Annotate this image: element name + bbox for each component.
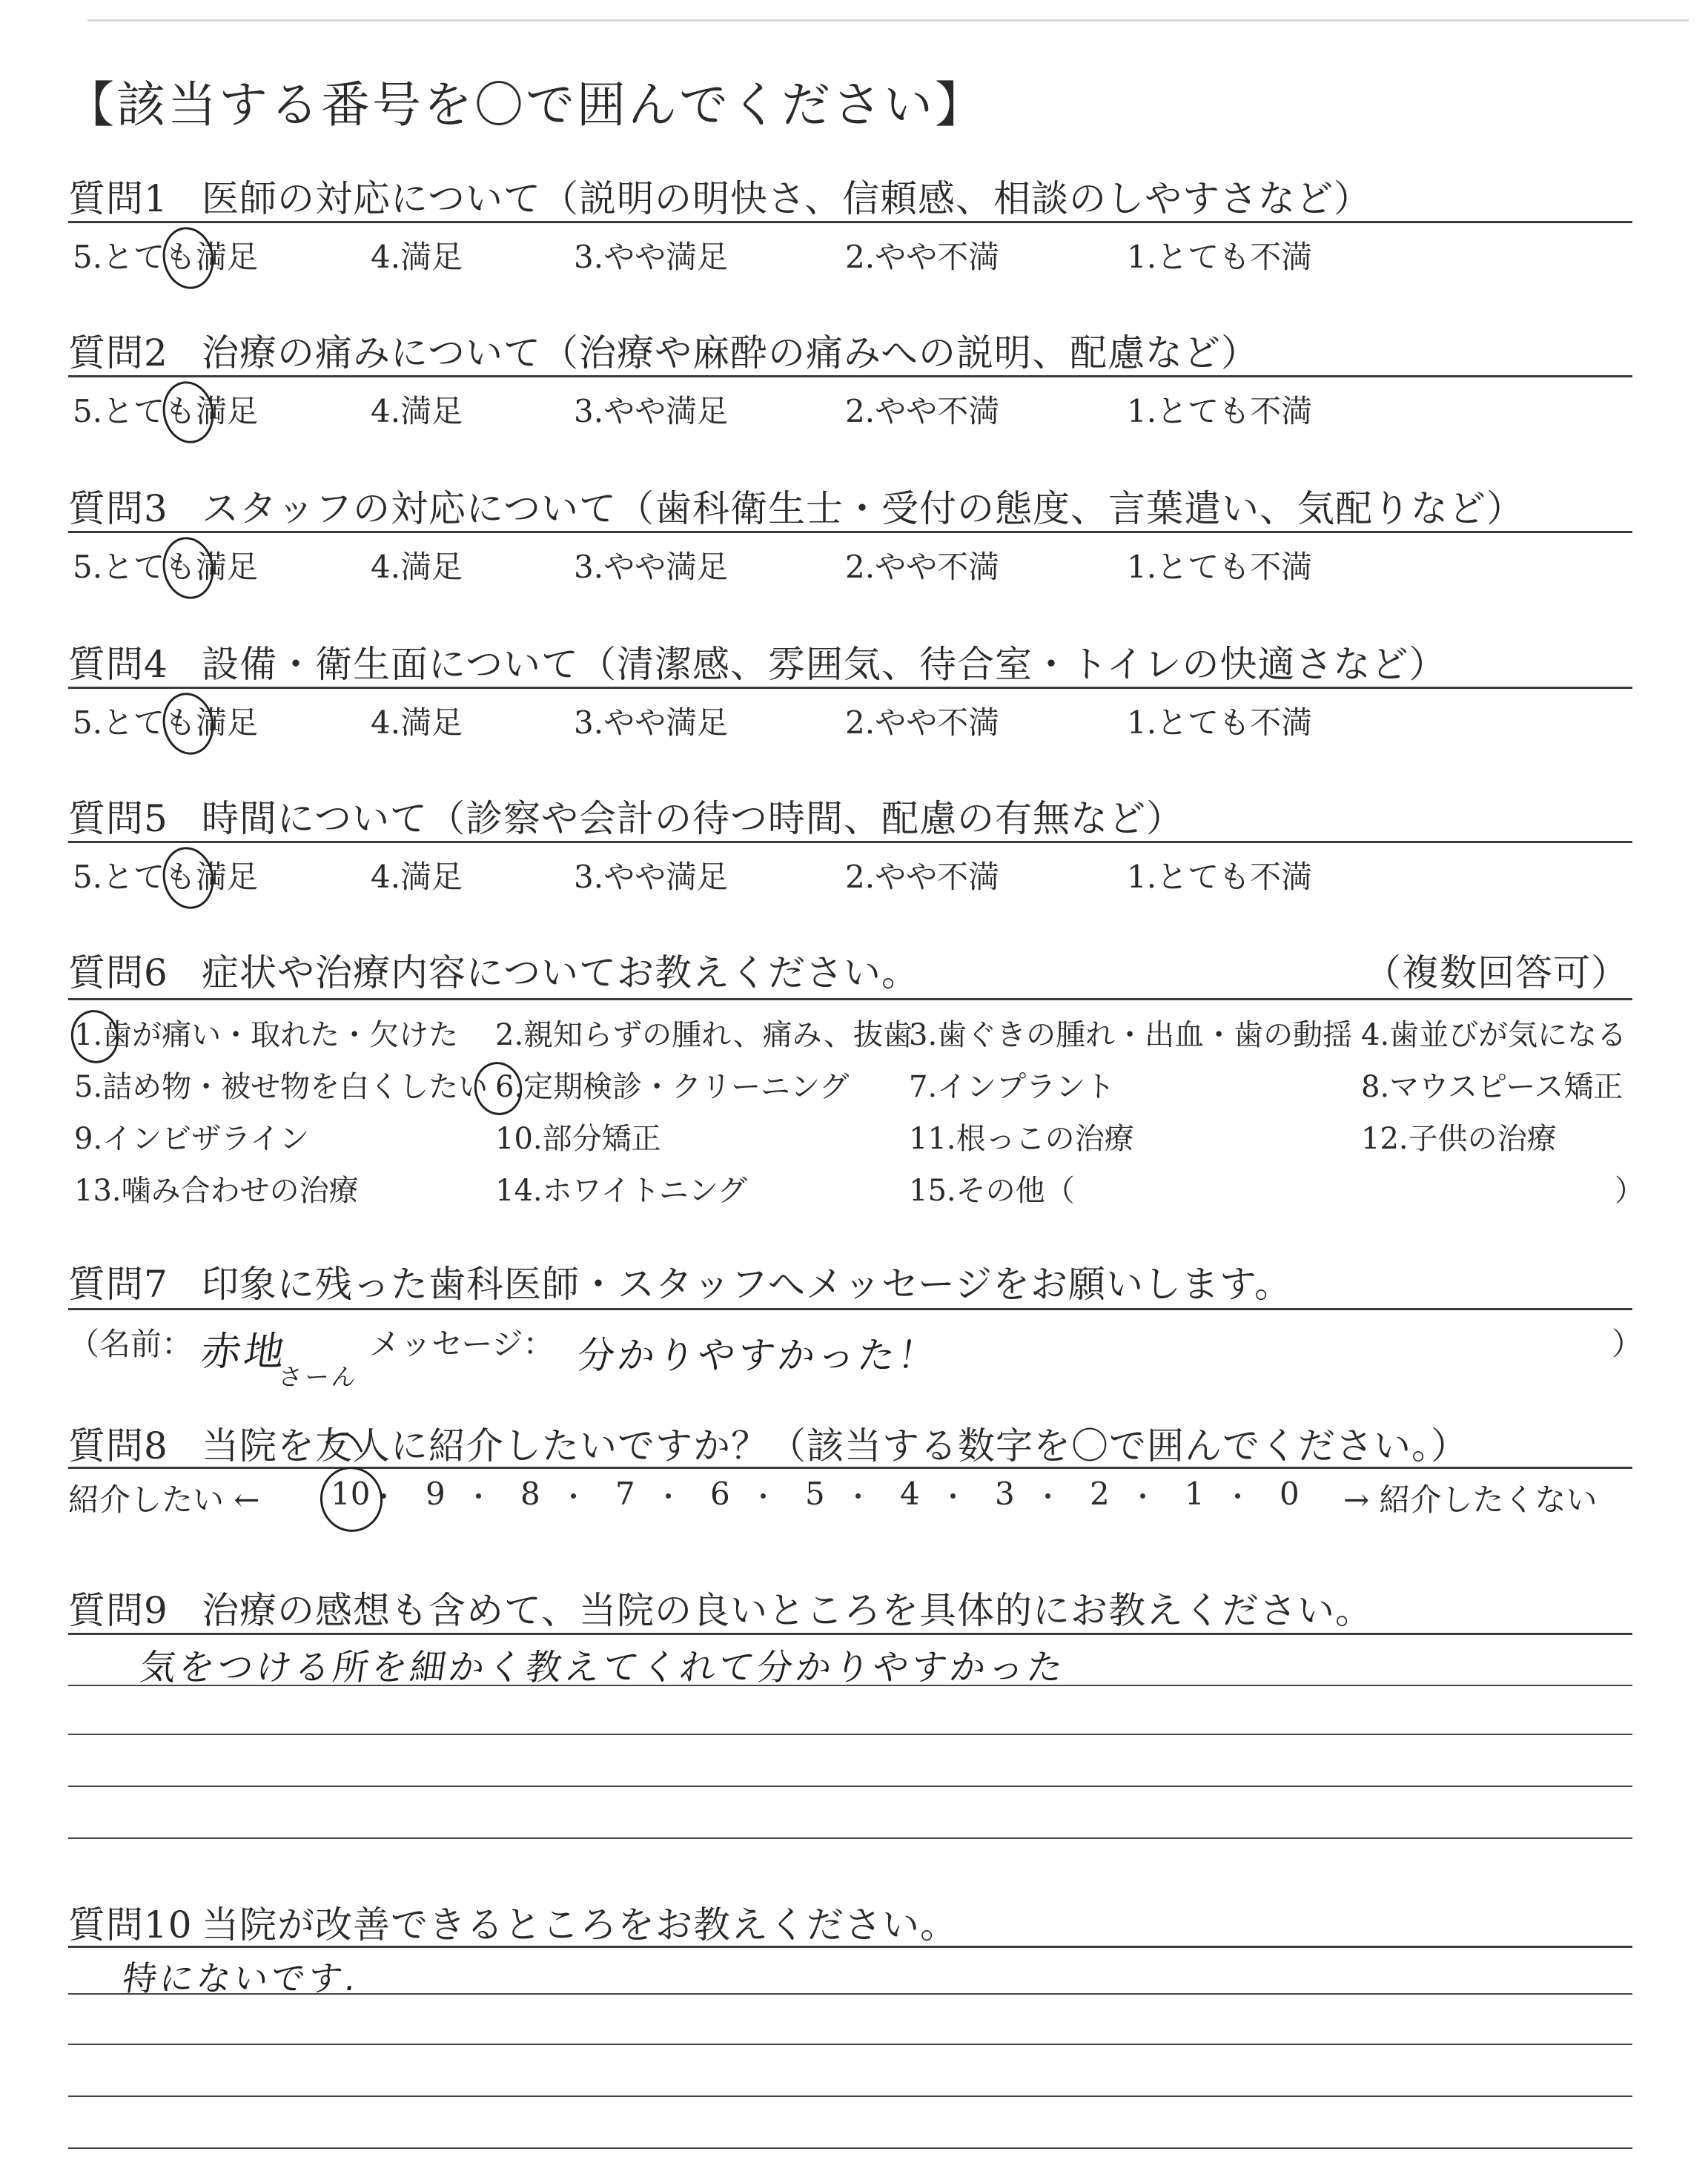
rating-option[interactable]: 1.とても不満 (1127, 549, 1313, 585)
q8-scale-value[interactable]: 0 (1280, 1476, 1300, 1512)
q8-scale-value[interactable]: 7 (615, 1476, 635, 1512)
rating-option[interactable]: 3.やや満足 (574, 239, 729, 275)
q8-right-label: → 紹介したくない (1343, 1482, 1598, 1518)
q8-text: 当院を友人に紹介したいですか？（該当する数字を〇で囲んでください。） (202, 1424, 1469, 1467)
rating-option[interactable]: 3.やや満足 (574, 549, 729, 585)
q7-text: 印象に残った歯科医師・スタッフへメッセージをお願いします。 (202, 1263, 1292, 1306)
rating-option[interactable]: 4.満足 (371, 859, 463, 895)
q8-scale-value[interactable]: 4 (900, 1476, 920, 1512)
rating-option[interactable]: 2.やや不満 (845, 239, 1000, 275)
q6-option[interactable]: 10.部分矯正 (495, 1122, 661, 1156)
rating-option[interactable]: 2.やや不満 (845, 549, 1000, 585)
q6-option[interactable]: 4.歯並びが気になる (1361, 1018, 1627, 1052)
question-text: 医師の対応について（説明の明快さ、信頼感、相談のしやすさなど） (202, 177, 1371, 220)
rating-option[interactable]: 3.やや満足 (574, 859, 729, 895)
q7-name-suffix: さーん (277, 1363, 361, 1391)
question-number: 質問2 (68, 331, 168, 374)
q6-text: 症状や治療内容についてお教えください。 (202, 951, 919, 994)
q6-option[interactable]: 1.歯が痛い・取れた・欠けた (74, 1018, 459, 1052)
rating-option[interactable]: 3.やや満足 (574, 704, 729, 741)
q8-scale-value[interactable]: 2 (1090, 1476, 1110, 1512)
q8-scale-value[interactable]: 9 (426, 1476, 446, 1512)
page-heading: 【該当する番号を〇で囲んでください】 (65, 76, 986, 133)
rating-option[interactable]: 1.とても不満 (1127, 859, 1313, 895)
q8-scale-value[interactable]: 1 (1185, 1476, 1205, 1512)
q6-option[interactable]: 15.その他（ (909, 1174, 1075, 1208)
q8-scale-value[interactable]: 8 (520, 1476, 540, 1512)
rating-option[interactable]: 1.とても不満 (1127, 704, 1313, 741)
q6-option[interactable]: 13.噛み合わせの治療 (74, 1174, 359, 1208)
question-text: スタッフの対応について（歯科衛生士・受付の態度、言葉遣い、気配りなど） (202, 487, 1524, 530)
q9-answer[interactable]: 気をつける所を細かく教えてくれて分かりやすかった (137, 1647, 1069, 1688)
q10-text: 当院が改善できるところをお教えください。 (202, 1903, 958, 1946)
question-text: 治療の痛みについて（治療や麻酔の痛みへの説明、配慮など） (202, 331, 1259, 374)
rating-option[interactable]: 4.満足 (371, 239, 463, 275)
q6-option[interactable]: 12.子供の治療 (1361, 1122, 1557, 1156)
question-number: 質問5 (68, 797, 168, 840)
q7-message-value[interactable]: 分かりやすかった！ (575, 1334, 941, 1377)
rating-option[interactable]: 3.やや満足 (574, 393, 729, 429)
q6-option[interactable]: 9.インビザライン (74, 1122, 309, 1156)
rating-option[interactable]: 4.満足 (371, 704, 463, 741)
q7-name-label: （名前： (68, 1326, 193, 1362)
q8-scale-value[interactable]: 10 (331, 1476, 371, 1512)
q8-scale-value[interactable]: 6 (710, 1476, 730, 1512)
q7-message-label: メッセージ： (369, 1326, 555, 1362)
q6-note: （複数回答可） (1364, 951, 1629, 994)
rating-option[interactable]: 2.やや不満 (845, 704, 1000, 741)
rating-option[interactable]: 5.とても満足 (73, 704, 259, 741)
rating-option[interactable]: 5.とても満足 (73, 549, 259, 585)
q6-option[interactable]: 2.親知らずの腫れ、痛み、抜歯 (495, 1018, 913, 1052)
q8-scale-value[interactable]: 3 (995, 1476, 1015, 1512)
question-text: 設備・衛生面について（清潔感、雰囲気、待合室・トイレの快適さなど） (202, 643, 1447, 686)
rating-option[interactable]: 4.満足 (371, 393, 463, 429)
q9-number: 質問9 (68, 1589, 168, 1632)
rating-option[interactable]: 5.とても満足 (73, 393, 259, 429)
q6-option[interactable]: 5.詰め物・被せ物を白くしたい (74, 1070, 489, 1104)
q6-option[interactable]: 6.定期検診・クリーニング (495, 1070, 850, 1104)
rating-option[interactable]: 5.とても満足 (73, 239, 259, 275)
q8-left-label: 紹介したい ← (68, 1482, 260, 1518)
q7-close-paren: ） (1612, 1326, 1644, 1362)
rating-option[interactable]: 1.とても不満 (1127, 239, 1313, 275)
rating-option[interactable]: 2.やや不満 (845, 859, 1000, 895)
q7-name-value[interactable]: 赤地 (198, 1328, 291, 1375)
rating-option[interactable]: 4.満足 (371, 549, 463, 585)
question-number: 質問4 (68, 643, 168, 686)
question-number: 質問3 (68, 487, 168, 530)
rating-option[interactable]: 2.やや不満 (845, 393, 1000, 429)
q6-number: 質問6 (68, 951, 168, 994)
rating-option[interactable]: 1.とても不満 (1127, 393, 1313, 429)
q8-scale-value[interactable]: 5 (805, 1476, 825, 1512)
question-text: 時間について（診察や会計の待つ時間、配慮の有無など） (202, 797, 1184, 840)
q6-option[interactable]: 7.インプラント (909, 1070, 1116, 1104)
q6-option[interactable]: 14.ホワイトニング (495, 1174, 748, 1208)
q10-answer[interactable]: 特にないです. (119, 1958, 362, 1998)
rating-option[interactable]: 5.とても満足 (73, 859, 259, 895)
q8-pen-stroke (326, 1434, 362, 1453)
question-number: 質問1 (68, 177, 168, 220)
q9-text: 治療の感想も含めて、当院の良いところを具体的にお教えください。 (202, 1589, 1373, 1632)
q6-option[interactable]: 3.歯ぐきの腫れ・出血・歯の動揺 (909, 1018, 1353, 1052)
q10-number: 質問10 (68, 1903, 193, 1946)
q7-number: 質問7 (68, 1263, 168, 1306)
q6-option[interactable]: 11.根っこの治療 (909, 1122, 1134, 1156)
q6-option-close-paren: ） (1615, 1174, 1644, 1208)
q8-number: 質問8 (68, 1424, 168, 1467)
q6-option[interactable]: 8.マウスピース矯正 (1361, 1070, 1623, 1104)
